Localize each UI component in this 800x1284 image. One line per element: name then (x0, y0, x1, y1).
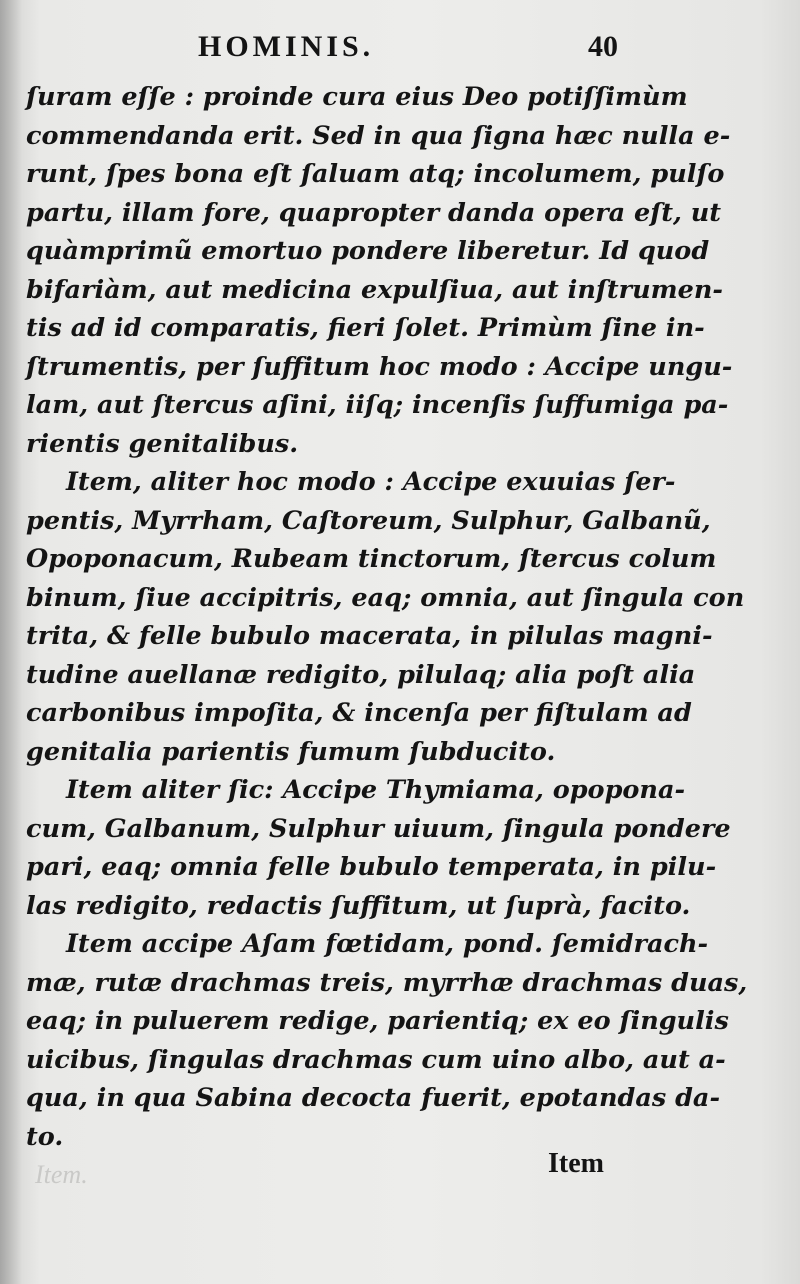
running-head: HOMINIS. (198, 30, 375, 63)
text-line: commendanda erit. Sed in qua ſigna hæc nulla e- (26, 120, 731, 151)
text-line: cum, Galbanum, Sulphur uiuum, ſingula pondere (26, 813, 731, 844)
paragraph-start-line: Item aliter ſic: Accipe Thymiama, opopona- (66, 775, 686, 805)
text-line: partu, illam fore, quapropter danda opera eſt, ut (26, 197, 722, 228)
text-line: qua, in qua Sabina decocta fuerit, epotandas da- (26, 1083, 721, 1113)
text-line: binum, ſiue accipitris, eaq; omnia, aut ſingula con (26, 582, 745, 613)
text-line: pari, eaq; omnia felle bubulo temperata, in pilu- (26, 852, 717, 882)
text-line: carbonibus impoſita, & incenſa per fiſtulam ad (26, 698, 692, 728)
paragraph-start-line: Item accipe Aſam fœtidam, pond. ſemidrach- (66, 929, 709, 959)
page-header (28, 30, 618, 70)
body-text (26, 78, 748, 1156)
text-line: tudine auellanæ redigito, pilulaq; alia poſt alia (26, 659, 696, 690)
text-line: lam, aut ſtercus aſini, iiſq; incenſis ſuffumiga pa- (26, 390, 729, 420)
text-line: Opoponacum, Rubeam tinctorum, ſtercus colum (26, 544, 717, 574)
text-line: bifariàm, aut medicina expulſiua, aut inſtrumen- (26, 274, 723, 305)
text-line: pentis, Myrrham, Caſtoreum, Sulphur, Galbanũ, (26, 505, 711, 536)
text-line: uicibus, ſingulas drachmas cum uino albo, aut a- (26, 1044, 726, 1075)
gutter-shadow (0, 0, 22, 1284)
paragraph-start-line: Item, aliter hoc modo : Accipe exuuias ſer- (66, 467, 676, 497)
catchword: Item (548, 1148, 604, 1179)
text-line: to. (26, 1121, 64, 1152)
text-line: ſuram eſſe : proinde cura eius Deo potiſſimùm (26, 82, 688, 112)
text-line: tis ad id comparatis, fieri ſolet. Primùm ſine in- (26, 313, 705, 343)
text-line: las redigito, redactis ſuffitum, ut ſuprà, facito. (26, 890, 691, 921)
text-line: quàmprimũ emortuo pondere liberetur. Id quod (26, 236, 710, 266)
text-line: rientis genitalibus. (26, 428, 299, 459)
text-line: mæ, rutæ drachmas treis, myrrhæ drachmas duas, (26, 967, 748, 998)
text-line: genitalia parientis fumum ſubducito. (26, 736, 556, 767)
text-line: eaq; in puluerem redige, parientiq; ex eo ſingulis (26, 1006, 729, 1036)
text-line: trita, & felle bubulo macerata, in pilulas magni- (26, 621, 713, 651)
bleed-through-text: Item. (35, 1160, 88, 1189)
page-number: 40 (588, 30, 618, 63)
text-line: ſtrumentis, per ſuffitum hoc modo : Accipe ungu- (26, 351, 733, 382)
text-line: runt, ſpes bona eſt ſaluam atq; incolumem, pulſo (26, 159, 725, 189)
